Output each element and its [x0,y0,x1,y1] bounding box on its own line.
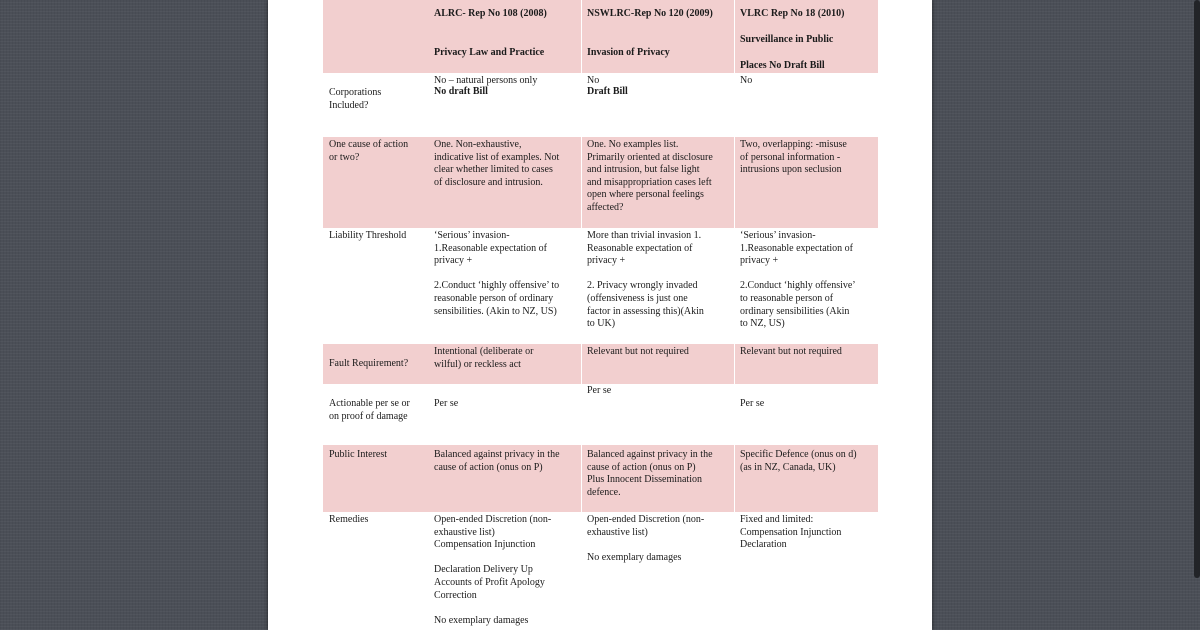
row-nswlrc-cell: Balanced against privacy in the cause of action (onus on P) Plus Innocent Dissemination defence. [587,449,713,498]
row-label: Actionable per se or on proof of damage [329,398,410,422]
header-alrc-line1: ALRC- Rep No 108 (2008) [434,8,547,19]
row-vlrc-cell: Relevant but not required [740,346,842,357]
row-vlrc-cell: No [740,75,753,86]
row-vlrc-cell: Fixed and limited: Compensation Injunction Declaration [740,514,842,551]
row-nswlrc-cell: One. No examples list. Primarily oriented at disclosure and intrusion, but false light and misappropriation cases left open where personal feelings affected? [587,139,713,213]
table-row-liability-threshold [323,228,878,344]
header-nswlrc-line3: Draft Bill [587,86,628,97]
row-nswlrc-cell: Per se [587,385,612,396]
row-vlrc-cell: Specific Defence (onus on d) (as in NZ, Canada, UK) [740,449,857,473]
document-page [268,0,932,630]
row-nswlrc-cell: Relevant but not required [587,346,689,357]
table-row-corporations [323,73,878,137]
row-alrc-cell: Balanced against privacy in the cause of action (onus on P) [434,449,560,473]
row-alrc-cell: One. Non-exhaustive, indicative list of examples. Not clear whether limited to cases of disclosure and intrusion. [434,139,560,188]
row-label: Liability Threshold [329,230,407,241]
header-vlrc-line2: Surveillance in Public [740,34,834,45]
row-alrc-cell: Open-ended Discretion (non- exhaustive list) Compensation Injunction Declaration Delivery Up Accounts of Profit Apology Correction No exemplary damages [434,514,552,626]
row-label: One cause of action or two? [329,139,409,163]
header-vlrc-line3: Places No Draft Bill [740,60,825,71]
row-alrc-cell: Intentional (deliberate or wilful) or reckless act [434,346,534,370]
row-alrc-cell: No – natural persons only [434,75,538,86]
header-alrc-line2: Privacy Law and Practice [434,47,545,58]
header-nswlrc-line2: Invasion of Privacy [587,47,670,58]
table-row-public-interest [323,445,878,512]
row-vlrc-cell: Two, overlapping: -misuse of personal information - intrusions upon seclusion [740,139,847,176]
row-nswlrc-cell: No [587,75,600,86]
row-label: Fault Requirement? [329,358,409,369]
row-nswlrc-cell: Open-ended Discretion (non- exhaustive list) No exemplary damages [587,514,705,563]
row-label: Remedies [329,514,369,525]
row-nswlrc-cell: More than trivial invasion 1. Reasonable expectation of privacy + 2. Privacy wrongly invaded (offensiveness is just one factor in assessing this)(Akin to UK) [587,230,704,330]
row-alrc-cell: Per se [434,398,459,409]
row-alrc-cell: ‘Serious’ invasion- 1.Reasonable expectation of privacy + 2.Conduct ‘highly offensive’ to reasonable person of ordinary sensibilities. (Akin to NZ, US) [434,230,560,317]
row-label: Corporations Included? [329,87,382,111]
row-vlrc-cell: ‘Serious’ invasion- 1.Reasonable expectation of privacy + 2.Conduct ‘highly offensive’ to reasonable person of ordinary sensibilities (Akin to NZ, US) [740,230,856,330]
scrollbar-thumb[interactable] [1194,0,1200,578]
table-row-remedies [323,512,878,630]
header-vlrc-line1: VLRC Rep No 18 (2010) [740,8,845,19]
header-alrc-line3: No draft Bill [434,86,488,97]
row-vlrc-cell: Per se [740,398,765,409]
row-label: Public Interest [329,449,388,460]
header-nswlrc-line1: NSWLRC-Rep No 120 (2009) [587,8,713,19]
table-row-fault-requirement [323,344,878,384]
table-row-actionable [323,384,878,445]
table-row-cause-of-action [323,137,878,228]
